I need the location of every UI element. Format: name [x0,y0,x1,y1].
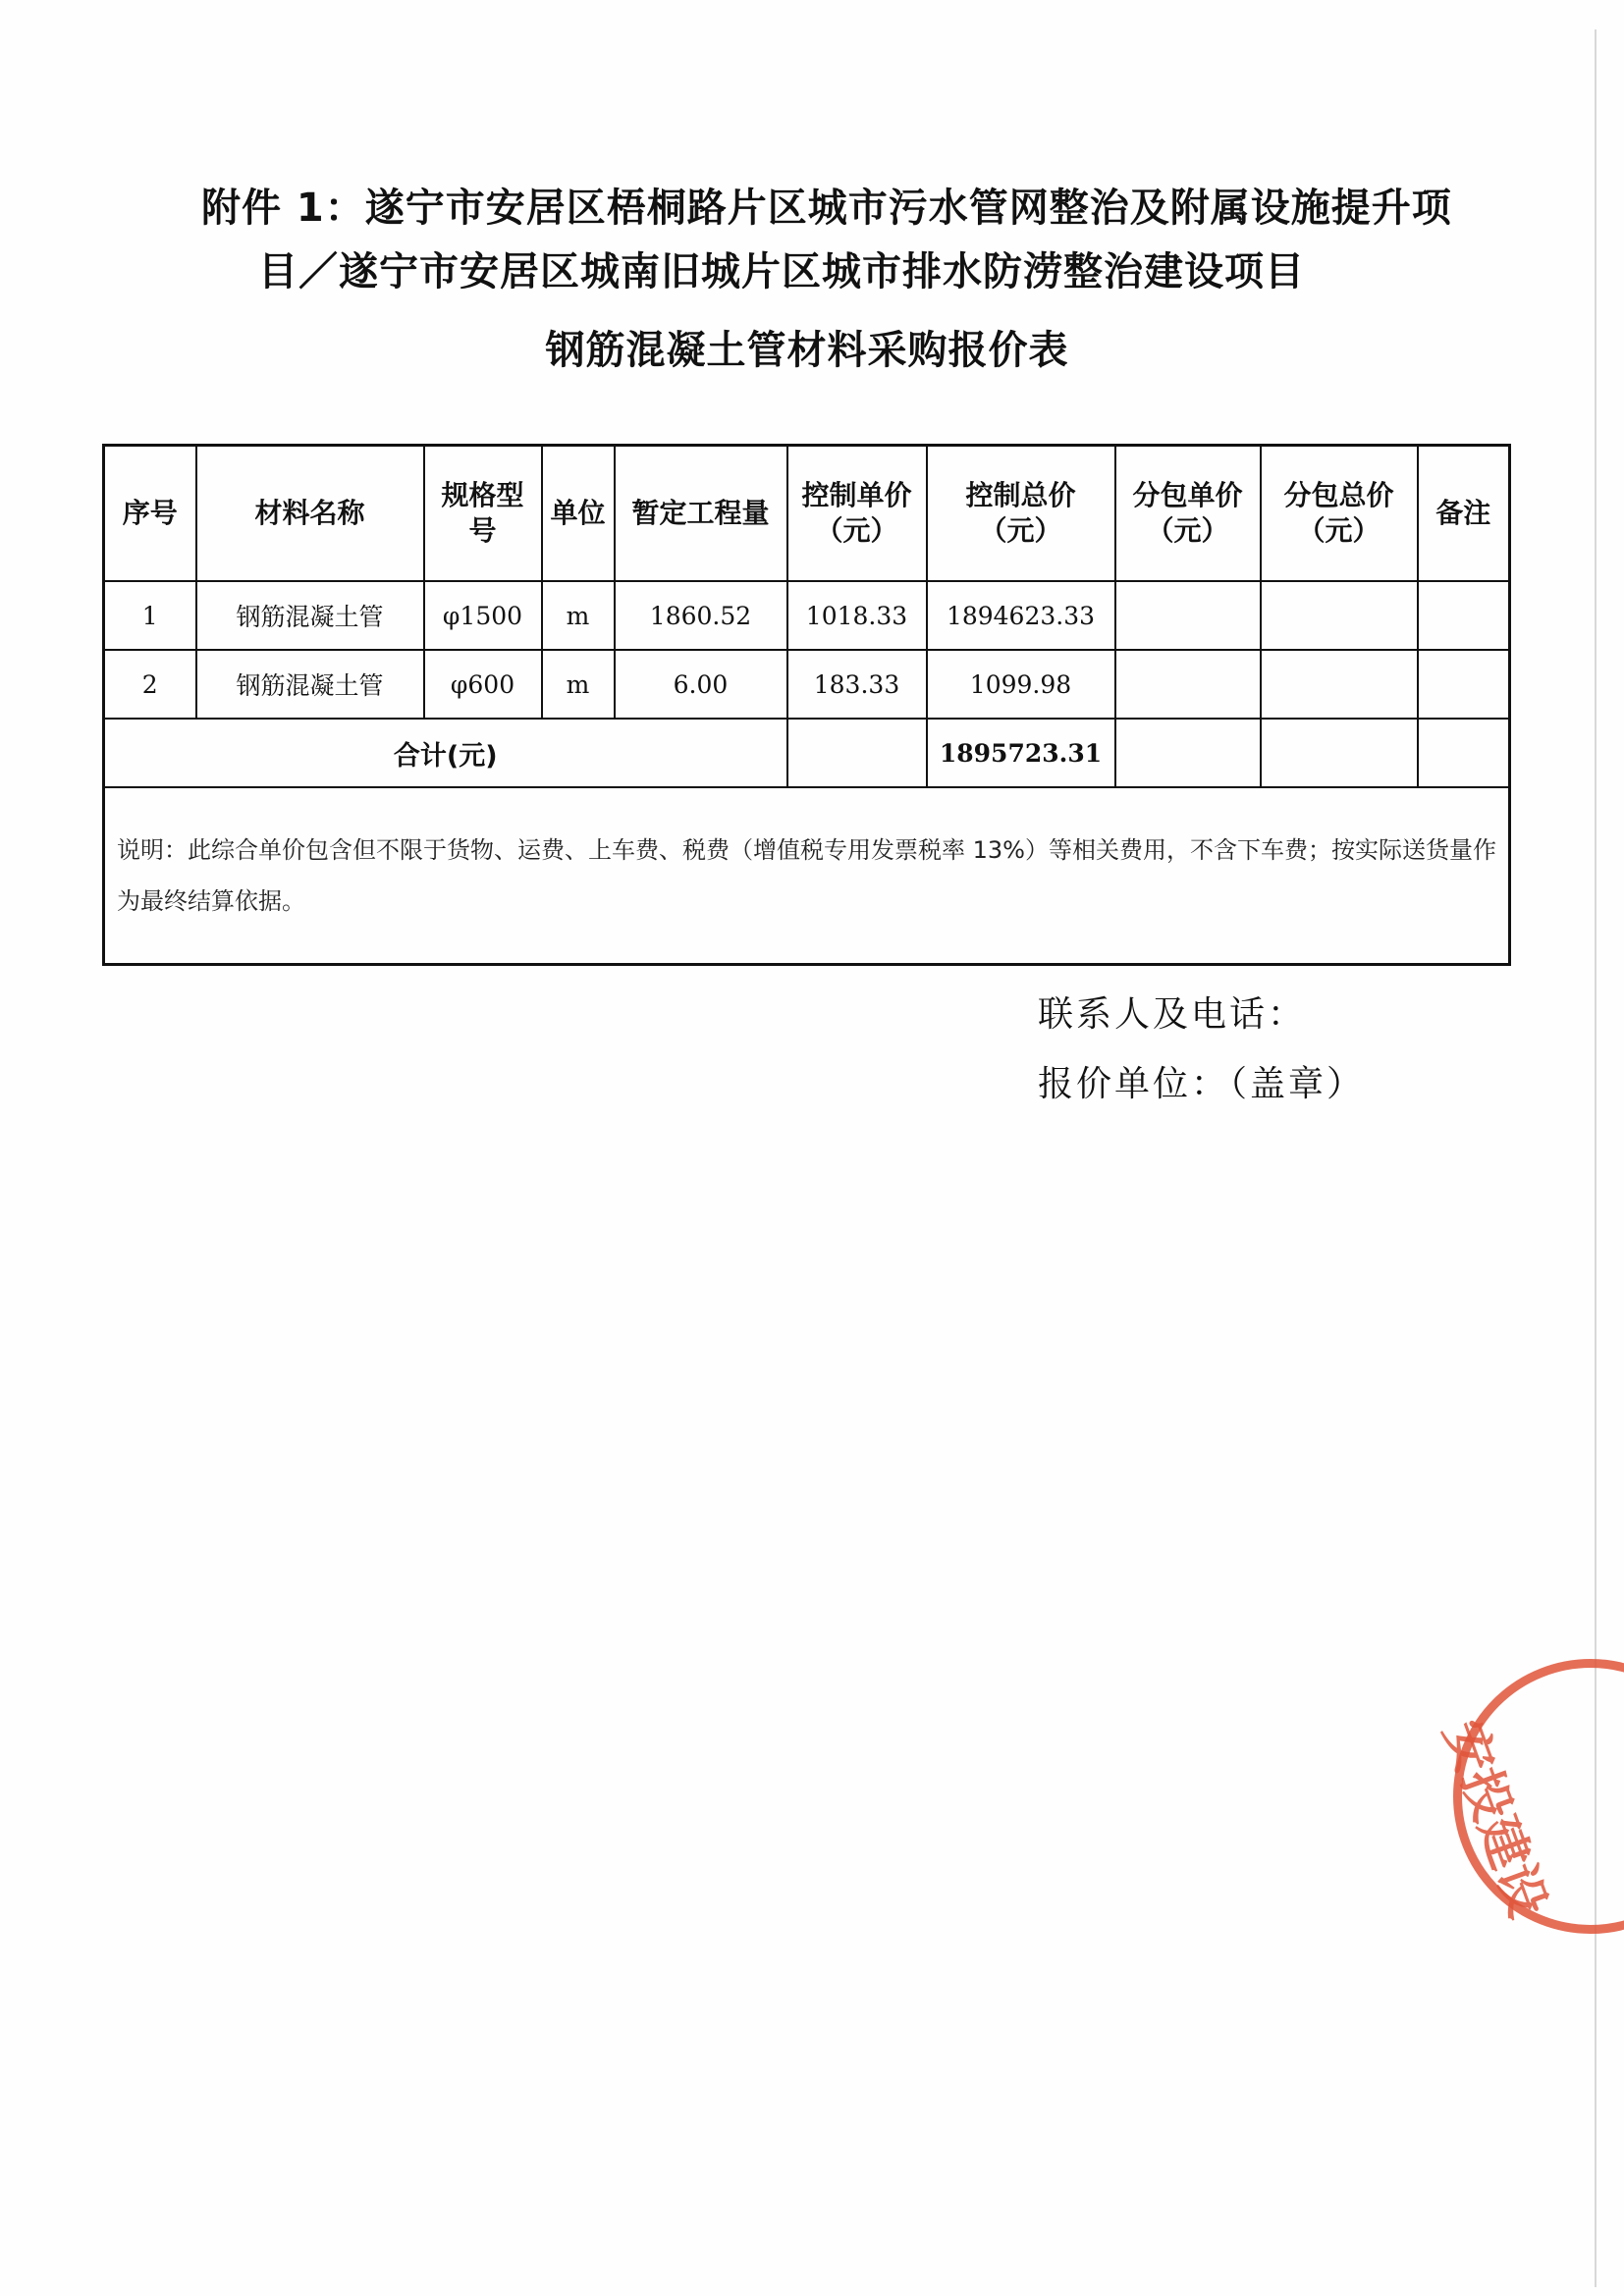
quote-table [102,444,1511,966]
title-line-3: 钢筋混凝土管材料采购报价表 [545,328,1069,373]
row-sub-unit-price [1115,581,1261,650]
title-line-1: 附件 1：遂宁市安居区梧桐路片区城市污水管网整治及附属设施提升项 [201,186,1452,231]
row-control-total: 1099.98 [927,650,1115,719]
row-spec: φ1500 [424,581,542,650]
header-remark: 备注 [1418,446,1510,582]
row-index: 2 [104,650,196,719]
row-quantity: 1860.52 [615,581,787,650]
header-control-total: 控制总价（元） [927,446,1115,582]
header-sub-unit-price: 分包单价（元） [1115,446,1261,582]
row-control-unit-price: 1018.33 [787,581,927,650]
note-row [104,787,1510,965]
contact-line: 联系人及电话： [1038,994,1307,1035]
total-row [104,719,1510,787]
company-line: 报价单位：（盖章） [1038,1064,1366,1104]
row-remark [1418,650,1510,719]
title-line-2: 目／遂宁市安居区城南旧城片区城市排水防涝整治建设项目 [258,249,1305,294]
header-unit: 单位 [542,446,615,582]
row-unit: m [542,650,615,719]
header-sub-total: 分包总价（元） [1261,446,1418,582]
header-quantity: 暂定工程量 [615,446,787,582]
total-amount: 1895723.31 [927,719,1115,787]
header-spec: 规格型号 [424,446,542,582]
total-control-unit-price [787,719,927,787]
row-index: 1 [104,581,196,650]
row-control-unit-price: 183.33 [787,650,927,719]
row-remark [1418,581,1510,650]
total-remark [1418,719,1510,787]
total-sub-total [1261,719,1418,787]
seal-text: 安投建设 [1432,1713,1558,1925]
row-control-total: 1894623.33 [927,581,1115,650]
row-spec: φ600 [424,650,542,719]
table-row [104,581,1510,650]
row-sub-total [1261,650,1418,719]
table-row [104,650,1510,719]
row-sub-total [1261,581,1418,650]
row-material-name: 钢筋混凝土管 [196,581,424,650]
row-sub-unit-price [1115,650,1261,719]
note-text: 说明：此综合单价包含但不限于货物、运费、上车费、税费（增值税专用发票税率 13%）等相关费用，不含下车费；按实际送货量作为最终结算依据。 [104,787,1510,965]
table-header-row [104,446,1510,582]
row-quantity: 6.00 [615,650,787,719]
total-sub-unit-price [1115,719,1261,787]
total-label: 合计(元) [104,719,787,787]
header-material-name: 材料名称 [196,446,424,582]
header-control-unit-price: 控制单价（元） [787,446,927,582]
row-material-name: 钢筋混凝土管 [196,650,424,719]
row-unit: m [542,581,615,650]
header-index: 序号 [104,446,196,582]
